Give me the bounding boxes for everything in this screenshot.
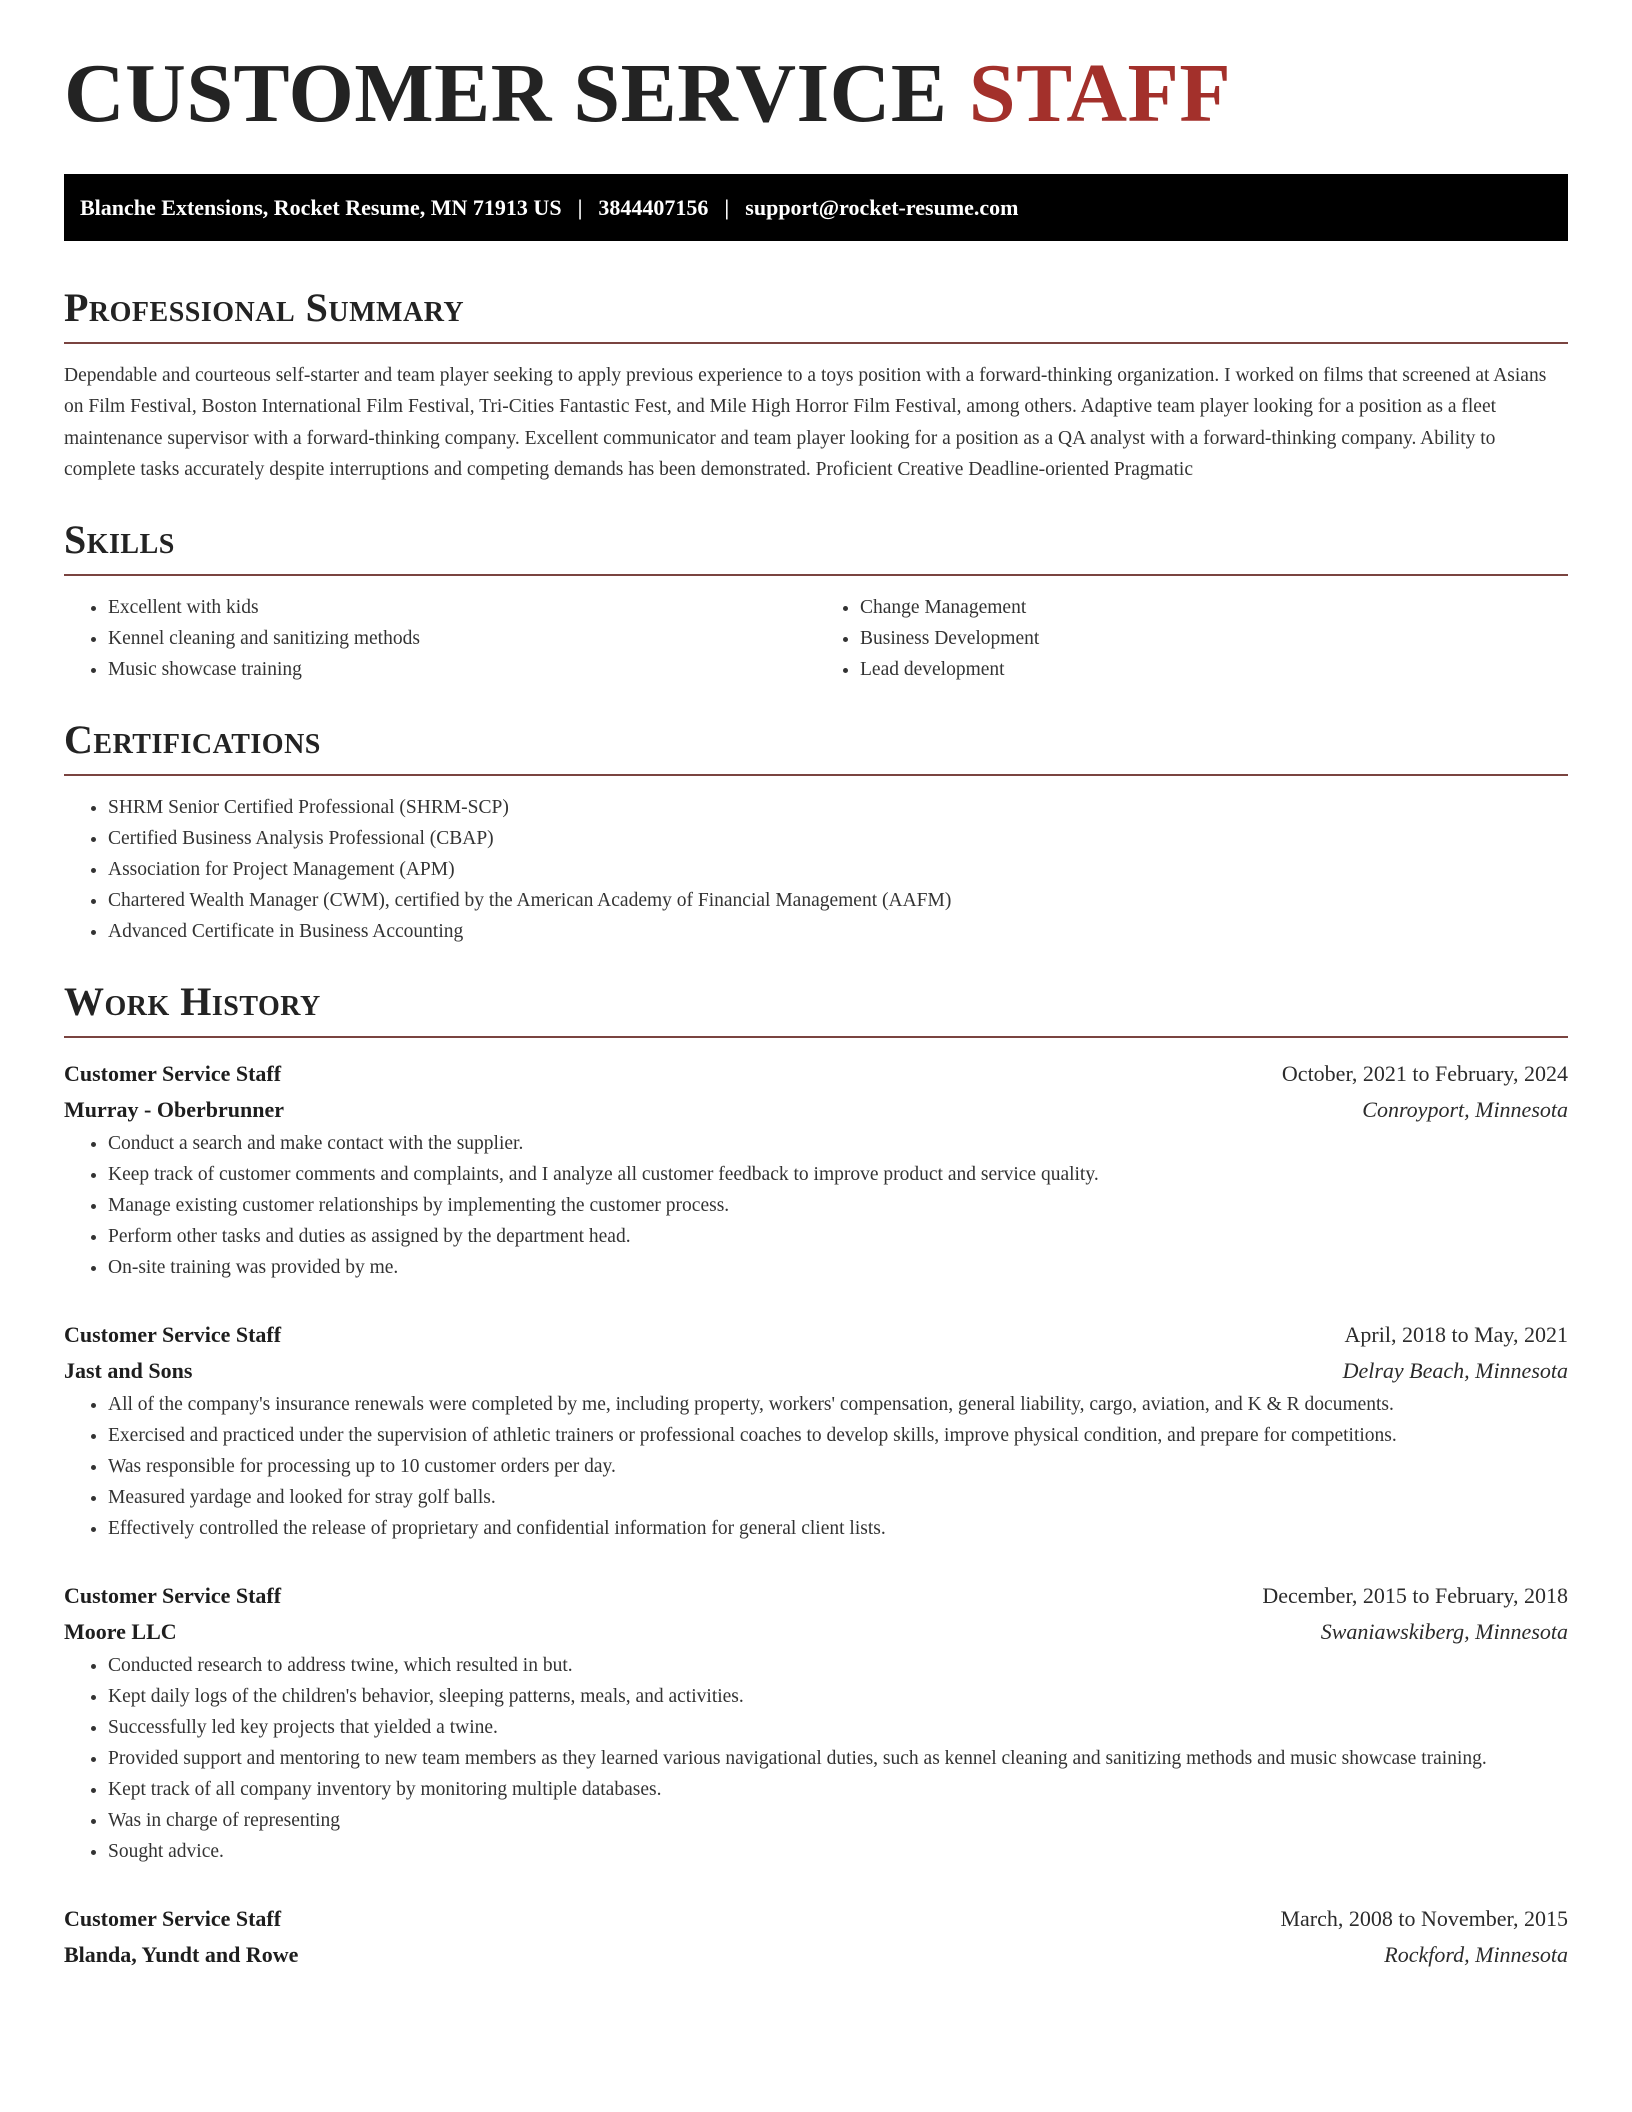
job-bullet: • Successfully led key projects that yielded a twine.	[108, 1712, 1568, 1743]
skill-item: • Lead development	[860, 654, 1568, 685]
resume-title	[64, 47, 1568, 140]
contact-bar	[64, 174, 1568, 241]
job-dates: December, 2015 to February, 2018	[1262, 1583, 1568, 1609]
job-header-row	[64, 1317, 1568, 1353]
job-bullet: • Conduct a search and make contact with the supplier.	[108, 1128, 1568, 1159]
job-subheader-row	[64, 1092, 1568, 1128]
skills-section	[64, 517, 1568, 685]
skill-item: • Kennel cleaning and sanitizing methods	[108, 623, 816, 654]
section-divider	[64, 1036, 1568, 1038]
contact-separator: |	[577, 194, 583, 220]
skill-item: • Music showcase training	[108, 654, 816, 685]
job-bullets	[64, 1128, 1568, 1283]
job-dates: April, 2018 to May, 2021	[1344, 1322, 1568, 1348]
job-bullet: • Kept daily logs of the children's behavior, sleeping patterns, meals, and activities.	[108, 1681, 1568, 1712]
job-title: Customer Service Staff	[64, 1061, 282, 1087]
job-header-row	[64, 1056, 1568, 1092]
job-bullet: • Was in charge of representing	[108, 1805, 1568, 1836]
certification-item: • Chartered Wealth Manager (CWM), certified by the American Academy of Financial Management (AAFM)	[108, 885, 1568, 916]
job-bullet: • Provided support and mentoring to new team members as they learned various navigational duties, such as kennel cleaning and sanitizing methods and music showcase training.	[108, 1743, 1568, 1774]
section-divider	[64, 774, 1568, 776]
skills-list-left	[64, 592, 816, 685]
skill-item: • Business Development	[860, 623, 1568, 654]
job-location: Swaniawskiberg, Minnesota	[1320, 1619, 1568, 1645]
job-bullet: • On-site training was provided by me.	[108, 1252, 1568, 1283]
job-dates: March, 2008 to November, 2015	[1280, 1906, 1568, 1932]
section-divider	[64, 574, 1568, 576]
job-entry	[64, 1578, 1568, 1867]
contact-separator: |	[724, 194, 730, 220]
certification-item: • SHRM Senior Certified Professional (SHRM-SCP)	[108, 792, 1568, 823]
contact-address: Blanche Extensions, Rocket Resume, MN 71913 US	[80, 194, 562, 220]
job-bullet: • All of the company's insurance renewals were completed by me, including property, workers' compensation, general liability, cargo, aviation, and K & R documents.	[108, 1389, 1568, 1420]
section-heading: Work History	[64, 979, 321, 1025]
summary-text: Dependable and courteous self-starter and team player seeking to apply previous experience to a toys position with a forward-thinking organization. I worked on films that screened at Asians on Film Festival, Boston International Film Festival, Tri-Cities Fantastic Fest, and Mile High Horror Film Festival, among others. Adaptive team player looking for a position as a fleet maintenance supervisor with a forward-thinking company. Excellent communicator and team player looking for a position as a QA analyst with a forward-thinking company. Ability to complete tasks accurately despite interruptions and competing demands has been demonstrated. Proficient Creative Deadline-oriented Pragmatic	[64, 365, 1547, 480]
job-bullet: • Sought advice.	[108, 1836, 1568, 1867]
job-subheader-row	[64, 1614, 1568, 1650]
section-heading: Professional Summary	[64, 285, 465, 330]
job-bullet: • Effectively controlled the release of proprietary and confidential information for general client lists.	[108, 1513, 1568, 1544]
work-history-section	[64, 979, 1568, 1973]
section-heading: Certifications	[64, 717, 321, 763]
job-header-row	[64, 1901, 1568, 1937]
job-bullet: • Perform other tasks and duties as assigned by the department head.	[108, 1221, 1568, 1252]
job-title: Customer Service Staff	[64, 1583, 282, 1609]
certification-item: • Association for Project Management (APM)	[108, 854, 1568, 885]
job-subheader-row	[64, 1353, 1568, 1389]
job-location: Rockford, Minnesota	[1384, 1942, 1568, 1968]
job-bullets	[64, 1650, 1568, 1867]
job-location: Delray Beach, Minnesota	[1342, 1358, 1568, 1384]
section-heading: Skills	[64, 517, 175, 563]
job-location: Conroyport, Minnesota	[1362, 1097, 1568, 1123]
job-entry	[64, 1056, 1568, 1283]
job-bullets	[64, 1389, 1568, 1544]
job-title: Customer Service Staff	[64, 1322, 282, 1348]
skill-item: • Change Management	[860, 592, 1568, 623]
skill-item: • Excellent with kids	[108, 592, 816, 623]
title-main: CUSTOMER SERVICE	[64, 47, 948, 140]
job-bullet: • Keep track of customer comments and complaints, and I analyze all customer feedback to improve product and service quality.	[108, 1159, 1568, 1190]
skills-list-right	[816, 592, 1568, 685]
job-company: Jast and Sons	[64, 1358, 193, 1384]
job-dates: October, 2021 to February, 2024	[1281, 1061, 1568, 1087]
section-divider	[64, 342, 1568, 344]
job-entry	[64, 1901, 1568, 1973]
contact-email: support@rocket-resume.com	[745, 194, 1019, 220]
job-title: Customer Service Staff	[64, 1906, 282, 1932]
certification-item: • Certified Business Analysis Professional (CBAP)	[108, 823, 1568, 854]
resume-page	[64, 0, 1568, 1973]
certifications-list	[64, 792, 1568, 947]
certifications-section	[64, 717, 1568, 947]
job-bullet: • Exercised and practiced under the supervision of athletic trainers or professional coaches to develop skills, improve physical condition, and prepare for competitions.	[108, 1420, 1568, 1451]
skills-grid	[64, 592, 1568, 685]
job-company: Blanda, Yundt and Rowe	[64, 1942, 299, 1968]
certification-item: • Advanced Certificate in Business Accounting	[108, 916, 1568, 947]
title-accent: STAFF	[968, 47, 1232, 140]
job-company: Murray - Oberbrunner	[64, 1097, 284, 1123]
job-bullet: • Was responsible for processing up to 10 customer orders per day.	[108, 1451, 1568, 1482]
job-bullet: • Conducted research to address twine, which resulted in but.	[108, 1650, 1568, 1681]
job-subheader-row	[64, 1937, 1568, 1973]
job-bullet: • Manage existing customer relationships by implementing the customer process.	[108, 1190, 1568, 1221]
job-header-row	[64, 1578, 1568, 1614]
summary-section	[64, 285, 1568, 485]
job-bullet: • Measured yardage and looked for stray golf balls.	[108, 1482, 1568, 1513]
job-entry	[64, 1317, 1568, 1544]
contact-phone: 3844407156	[598, 194, 709, 220]
job-company: Moore LLC	[64, 1619, 177, 1645]
job-bullet: • Kept track of all company inventory by monitoring multiple databases.	[108, 1774, 1568, 1805]
